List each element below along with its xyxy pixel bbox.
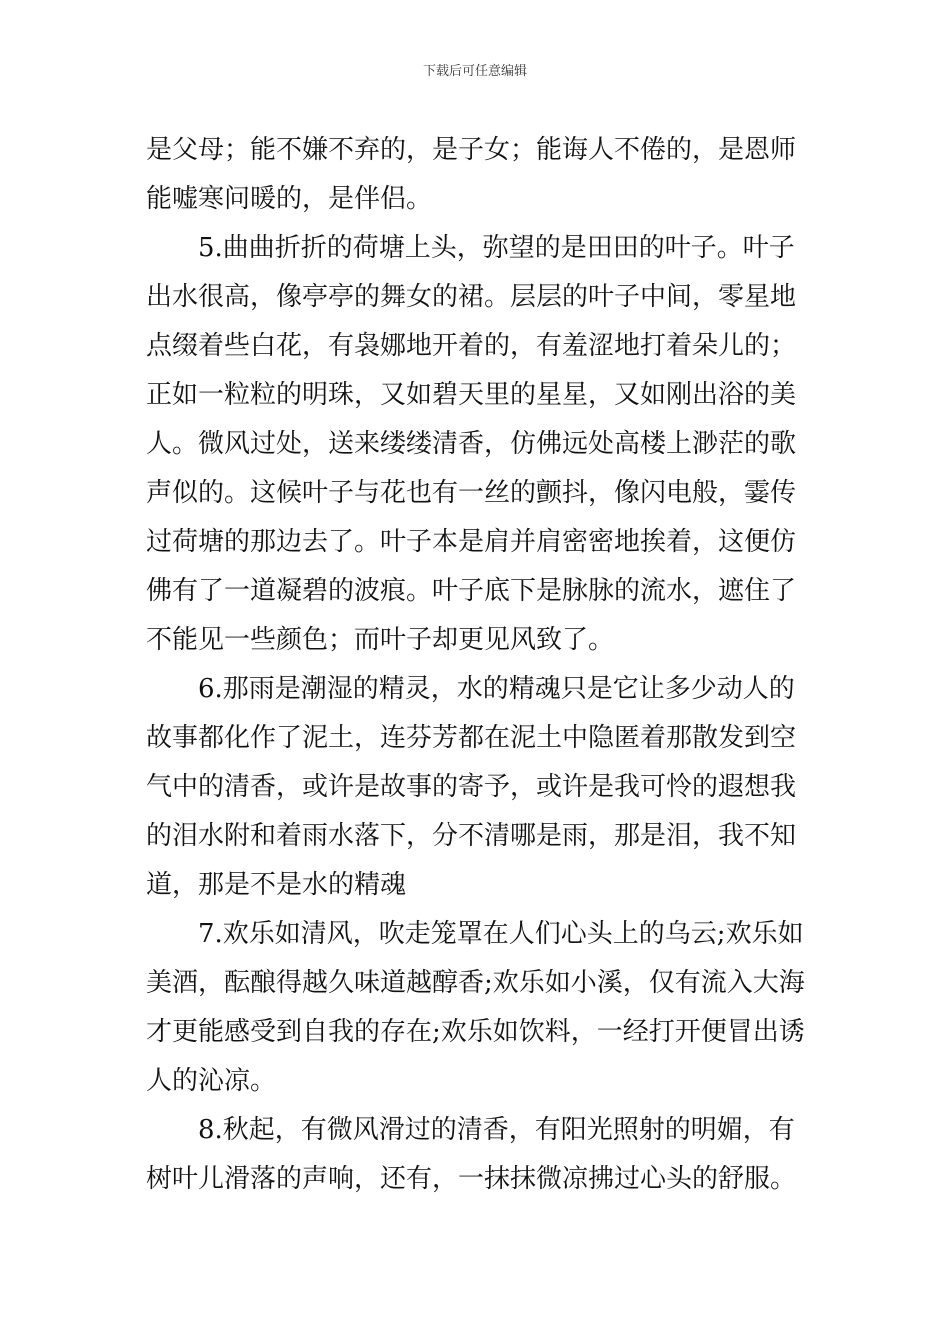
text-line: 人。微风过处，送来缕缕清香，仿佛远处高楼上渺茫的歌 bbox=[146, 429, 797, 459]
paragraph-8-first-line: 8.秋起，有微风滑过的清香，有阳光照射的明媚，有 bbox=[198, 1115, 795, 1145]
text-line: 才更能感受到自我的存在;欢乐如饮料，一经打开便冒出诱 bbox=[146, 1017, 805, 1047]
text-line: 点缀着些白花，有袅娜地开着的，有羞涩地打着朵儿的； bbox=[146, 331, 797, 361]
text-line: 过荷塘的那边去了。叶子本是肩并肩密密地挨着，这便仿 bbox=[146, 527, 797, 557]
text-line: 故事都化作了泥土，连芬芳都在泥土中隐匿着那散发到空 bbox=[146, 723, 797, 753]
text-line: 道，那是不是水的精魂 bbox=[146, 870, 407, 900]
text-line: 声似的。这候叶子与花也有一丝的颤抖，像闪电般，霎传 bbox=[146, 478, 797, 508]
text-line: 佛有了一道凝碧的波痕。叶子底下是脉脉的流水，遮住了 bbox=[146, 576, 797, 606]
document-body bbox=[146, 126, 811, 1204]
text-line: 是父母；能不嫌不弃的，是子女；能诲人不倦的，是恩师 bbox=[146, 135, 797, 165]
text-line: 正如一粒粒的明珠，又如碧天里的星星，又如刚出浴的美 bbox=[146, 380, 797, 410]
text-line: 出水很高，像亭亭的舞女的裙。层层的叶子中间，零星地 bbox=[146, 282, 797, 312]
text-line: 人的沁凉。 bbox=[146, 1066, 277, 1096]
page-header: 下载后可任意编辑 bbox=[422, 64, 527, 79]
paragraph-7-first-line: 7.欢乐如清风，吹走笼罩在人们心头上的乌云;欢乐如 bbox=[198, 919, 804, 949]
paragraph-6-first-line: 6.那雨是潮湿的精灵，水的精魂只是它让多少动人的 bbox=[198, 674, 795, 704]
text-line: 气中的清香，或许是故事的寄予，或许是我可怜的遐想我 bbox=[146, 772, 797, 802]
text-line: 不能见一些颜色；而叶子却更见风致了。 bbox=[146, 625, 615, 655]
text-line: 美酒，酝酿得越久味道越醇香;欢乐如小溪，仅有流入大海 bbox=[146, 968, 805, 998]
text-line: 能嘘寒问暖的，是伴侣。 bbox=[146, 184, 433, 214]
text-line: 树叶儿滑落的声响，还有，一抹抹微凉拂过心头的舒服。 bbox=[146, 1164, 797, 1194]
text-line: 的泪水附和着雨水落下，分不清哪是雨，那是泪，我不知 bbox=[146, 821, 797, 851]
paragraph-5-first-line: 5.曲曲折折的荷塘上头，弥望的是田田的叶子。叶子 bbox=[198, 233, 795, 263]
